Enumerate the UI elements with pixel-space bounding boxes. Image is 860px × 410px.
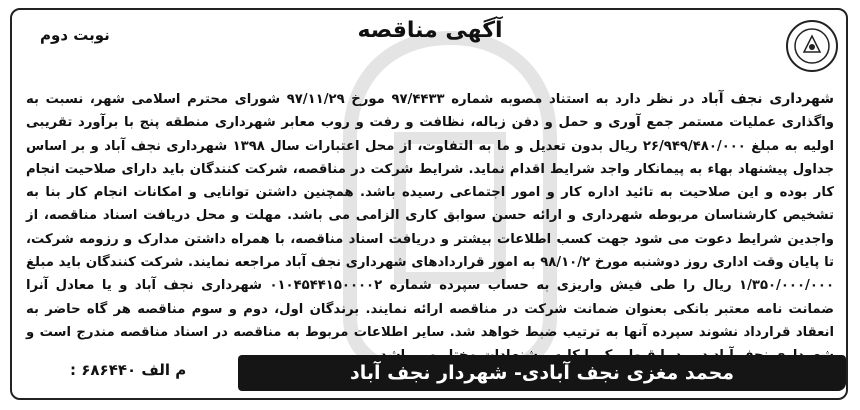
notice-body-text: در نظر دارد به استناد مصوبه شماره ۹۷/۴۴۳۳ مورخ ۹۷/۱۱/۲۹ شورای محترم اسلامی شهر، نسبت به واگذاری عملیات مستمر جمع آوری و حمل و دفن زباله، نظافت و رفت و روب معابر شهرداری منطقه پنج با برآورد تقریبی اولیه به مبلغ ۲۶/۹۴۹/۴۸۰/۰۰۰ ریال بدون تعدیل و ما به التفاوت، از محل اعتبارات سال ۱۳۹۸ شهرداری نجف آباد و بر اساس جداول پیشنهاد بهاء به پیمانکار واجد شرایط اقدام نماید. شرایط شرکت در مناقصه، شرکت کنندگان باید دارای صلاحیت انجام کار بوده و این صلاحیت به تائید اداره کار و امور اجتماعی رسیده باشد. همچنین داشتن توانایی و امکانات انجام کار بنا به تشخیص کارشناسان مربوطه شهرداری و ارائه حسن سوابق کاری الزامی می باشد. مهلت و محل دریافت اسناد مناقصه، از واجدین شرایط دعوت می شود جهت کسب اطلاعات بیشتر و دریافت اسناد مناقصه، با همراه داشتن مدارک و رزومه شرکت، تا پایان وقت اداری روز دوشنبه مورخ ۹۸/۱۰/۲ به امور قراردادهای شهرداری نجف آباد مراجعه نمایند. شرکت کنندگان باید مبلغ ۱/۳۵۰/۰۰۰/۰۰۰ ریال را طی فیش واریزی به حساب سپرده شماره ۰۱۰۴۵۴۴۱۵۰۰۰۰۲ شهرداری نجف آباد و یا معادل آنرا ضمانت نامه معتبر بانکی بعنوان ضمانت شرکت در مناقصه ارائه نمایند. برندگان اول، دوم و سوم مناقصه هر گاه حاضر به انعقاد قرارداد نشوند سپرده آنها به ترتیب ضبط خواهد شد. سایر اطلاعات مربوط به مناقصه در اسناد مناقصه مندرج است و: [26, 92, 835, 340]
reference-number: م الف ۶۸۶۴۴۰ :: [70, 361, 187, 379]
publication-round: نوبت دوم: [40, 26, 110, 44]
issuer-name: شهرداری نجف آباد: [701, 91, 834, 107]
signature-text: محمد مغزی نجف آبادی- شهردار نجف آباد: [349, 362, 735, 384]
notice-body: [26, 88, 834, 368]
notice-title: آگهی مناقصه: [357, 18, 503, 43]
signature-bar: [238, 355, 846, 391]
